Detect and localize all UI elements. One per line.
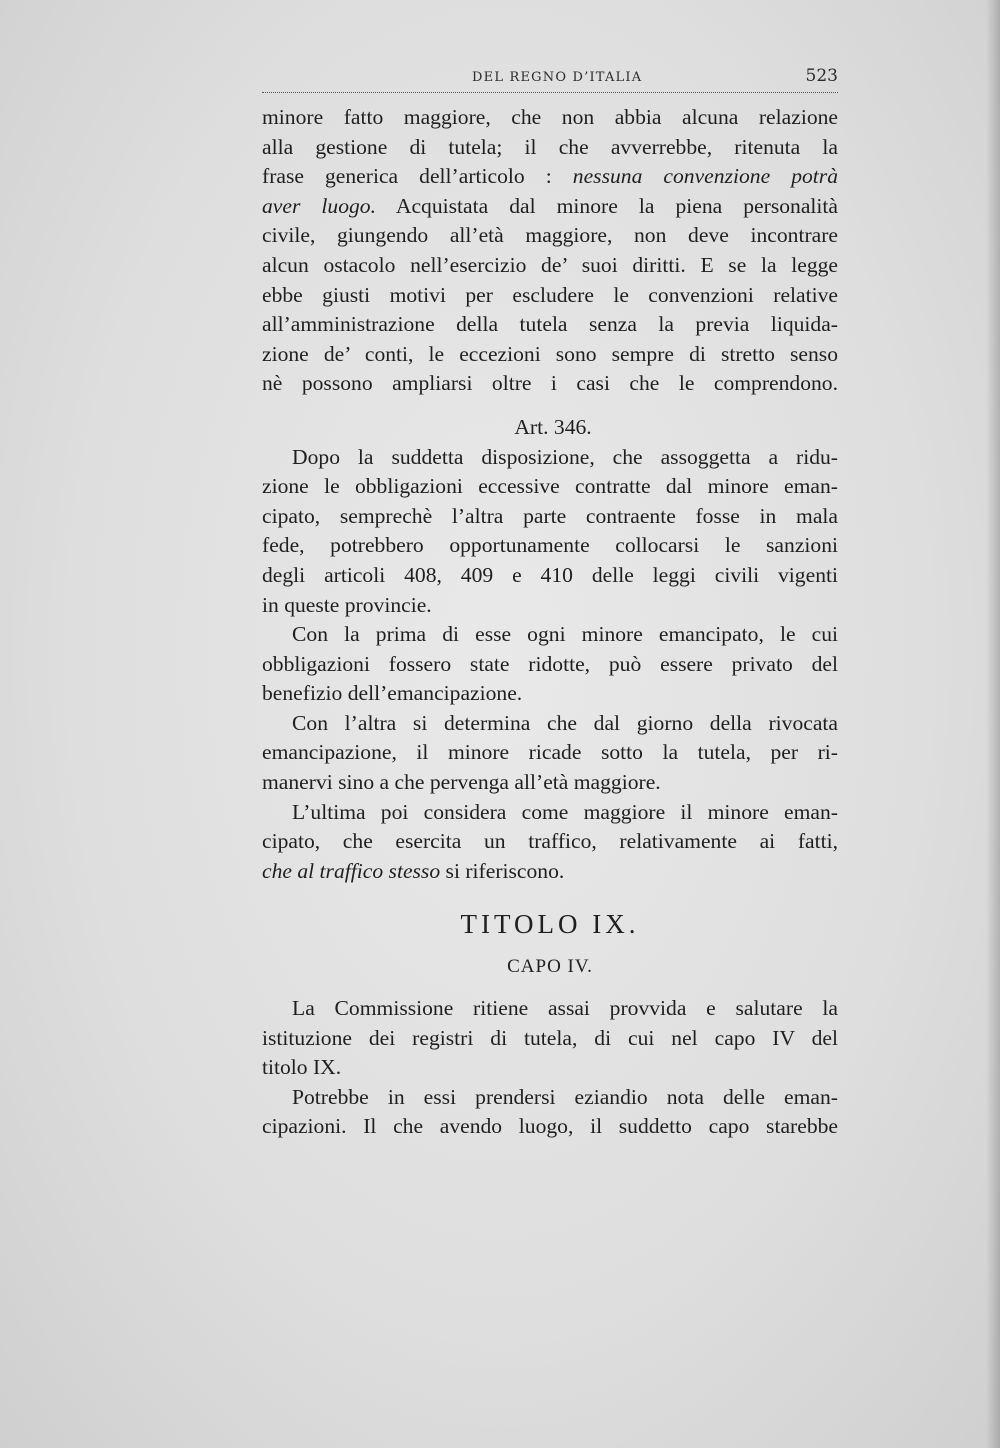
text-line: all’amministrazione della tutela senza la previa liquida- [262,312,838,337]
text-line [262,162,838,192]
italic-phrase: che al traffico stesso [262,858,441,883]
text-line: cipato, che esercita un traffico, relativamente ai fatti, [262,829,838,854]
text-line: L’ultima poi considera come maggiore il minore eman- [292,799,838,824]
text-line: alcun ostacolo nell’esercizio de’ suoi diritti. E se la legge [262,252,838,277]
page-number: 523 [805,66,838,86]
text-line: benefizio dell’emancipazione. [262,681,523,706]
text-line: titolo IX. [262,1055,342,1080]
titolo-heading: TITOLO IX. [460,909,640,940]
text-line: Con l’altra si determina che dal giorno della rivocata [292,710,838,735]
text-line: civile, giungendo all’età maggiore, non deve incontrare [262,223,838,248]
text-line: Potrebbe in essi prendersi eziandio nota delle eman- [292,1084,838,1109]
running-head [262,64,838,93]
text-line: La Commissione ritiene assai provvida e salutare la [292,996,838,1021]
text-line: degli articoli 408, 409 e 410 delle leggi civili vigenti [262,562,838,587]
text-line: Con la prima di esse ogni minore emancipato, le cui [292,622,838,647]
paragraph [262,709,838,798]
paragraph [262,620,838,709]
text-line: cipazioni. Il che avendo luogo, il suddetto capo starebbe [262,1114,838,1139]
italic-phrase: nessuna convenzione potrà [572,164,838,189]
text-line: obbligazioni fossero state ridotte, può essere privato del [262,651,838,676]
text-line: minore fatto maggiore, che non abbia alcuna relazione [262,105,838,129]
text-line: istituzione dei registri di tutela, di cui nel capo IV del [262,1025,838,1050]
text-line: ebbe giusti motivi per escludere le convenzioni relative [262,282,838,307]
text-line [262,857,838,887]
italic-phrase: aver luogo. [262,193,376,218]
text-span: Acquistata dal minore la piena personalità [395,193,838,218]
text-line: alla gestione di tutela; il che avverrebbe, ritenuta la [262,134,838,159]
article-heading: Art. 346. [514,414,592,439]
body-text [262,103,838,1142]
running-head-title: DEL REGNO D’ITALIA [472,70,643,85]
text-line: cipato, semprechè l’altra parte contraente fosse in mala [262,503,838,528]
text-line: nè possono ampliarsi oltre i casi che le comprendono. [262,371,838,396]
text-line: zione de’ conti, le eccezioni sono sempre di stretto senso [262,341,838,366]
text-line: in queste provincie. [262,592,432,617]
text-line: zione le obbligazioni eccessive contratte dal minore eman- [262,474,838,499]
text-line: manervi sino a che pervenga all’età maggiore. [262,770,661,795]
text-line: Dopo la suddetta disposizione, che assoggetta a ridu- [292,444,838,469]
text-line: fede, potrebbero opportunamente collocarsi le sanzioni [262,533,838,558]
paragraph [262,1083,838,1142]
text-span: frase generica dell’articolo : [262,164,552,189]
paragraph [262,798,838,887]
paragraph-continuation [262,103,838,399]
paragraph [262,443,838,621]
paragraph [262,994,838,1083]
capo-heading: CAPO IV. [507,956,593,978]
text-line [262,192,838,222]
text-span: si riferiscono. [445,858,565,883]
text-line: emancipazione, il minore ricade sotto la tutela, per ri- [262,740,838,765]
